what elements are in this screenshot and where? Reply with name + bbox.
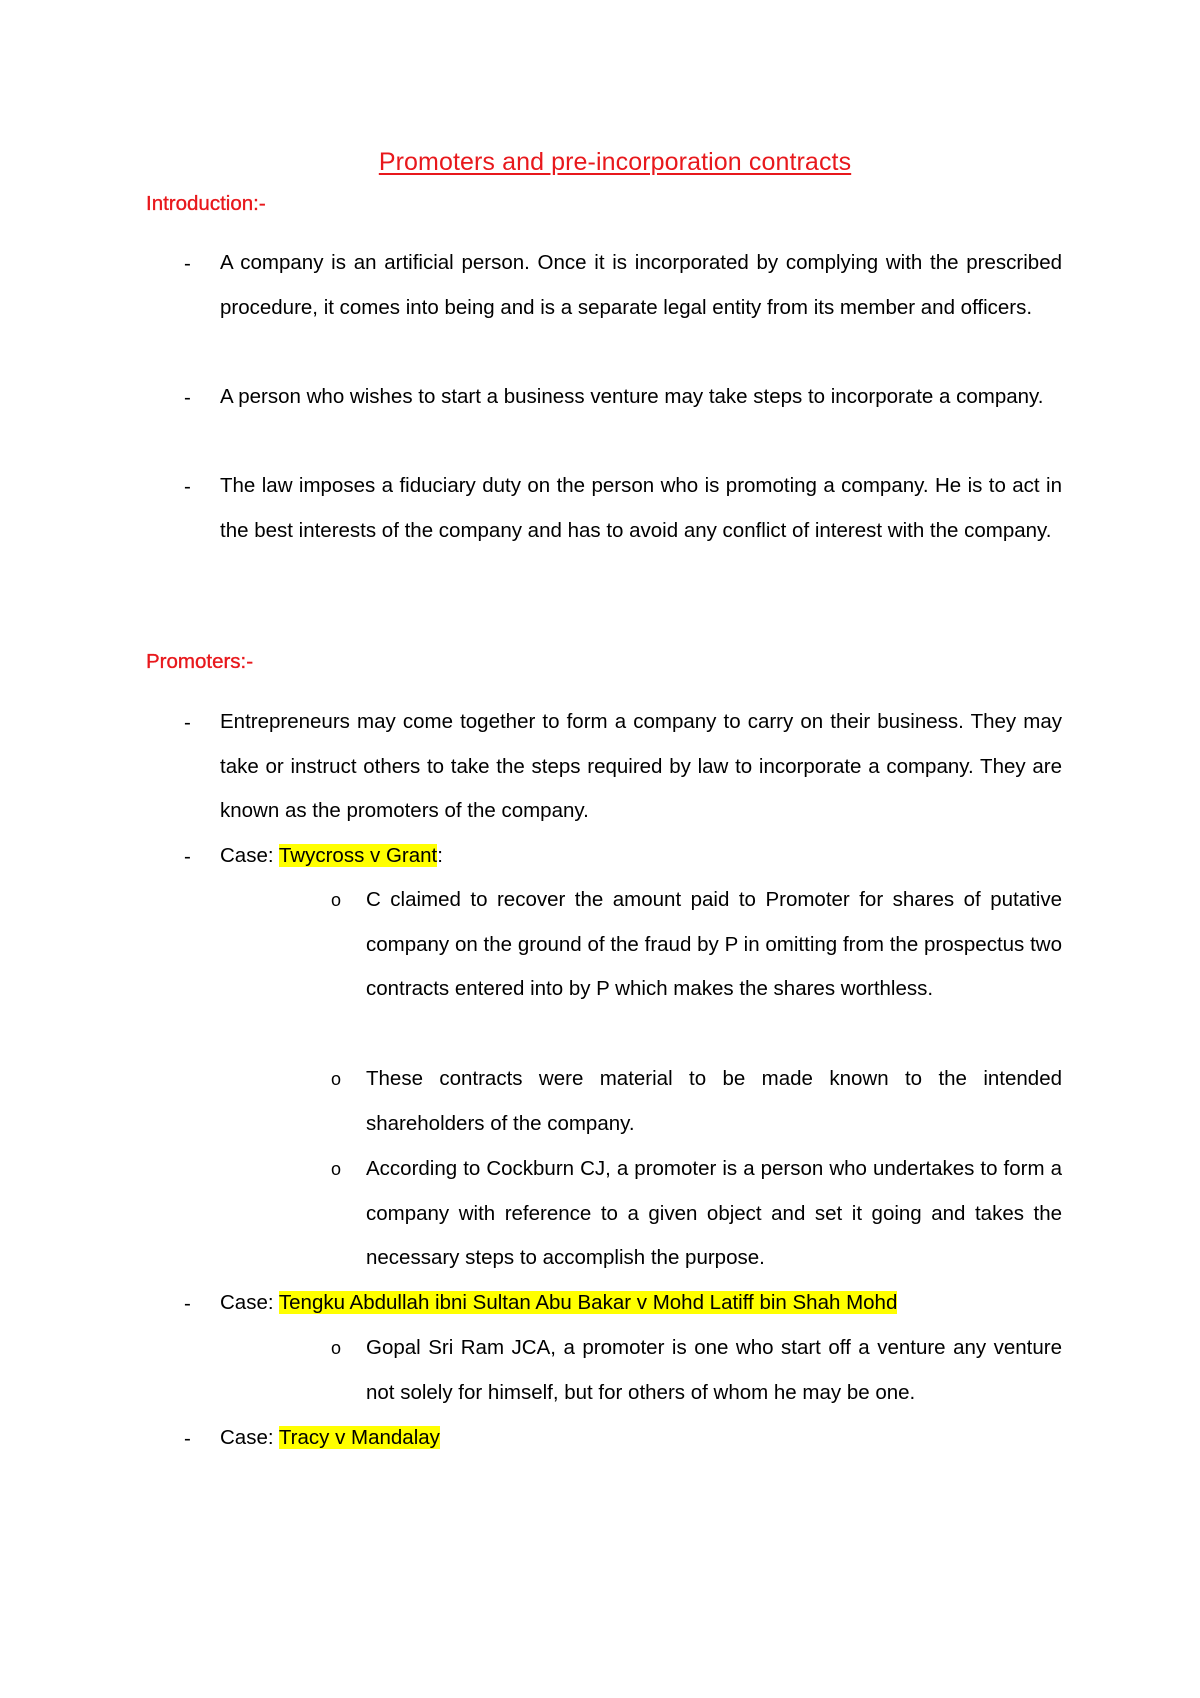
- list-item-text: A person who wishes to start a business venture may take steps to incorporate a company.: [220, 385, 1044, 408]
- case-name-highlight: Tracy v Mandalay: [278, 1426, 440, 1449]
- sub-list-item-text: C claimed to recover the amount paid to Promoter for shares of putative company on the ground of the fraud by P in omitting from the prospectus two contracts entered into by P which makes the shares worthless.: [366, 888, 1062, 1000]
- case-text: [220, 1416, 1062, 1461]
- circle-bullet-icon: o: [331, 1338, 342, 1358]
- list-item-text: Entrepreneurs may come together to form a company to carry on their business. They may take or instruct others to take the steps required by law to incorporate a company. They are known as the promoters of the company.: [220, 710, 1062, 822]
- case-suffix: :: [437, 844, 443, 867]
- circle-bullet-icon: o: [331, 890, 342, 910]
- circle-bullet-icon: o: [331, 1069, 342, 1089]
- case-name-highlight: Tengku Abdullah ibni Sultan Abu Bakar v Mohd Latiff bin Shah Mohd: [278, 1291, 898, 1314]
- dash-bullet-icon: -: [184, 1427, 191, 1450]
- case-text: [220, 834, 1062, 879]
- list-item-text: A company is an artificial person. Once it is incorporated by complying with the prescribed procedure, it comes into being and is a separate legal entity from its member and officers.: [220, 251, 1062, 319]
- case-prefix: Case:: [220, 1291, 279, 1314]
- sub-list-item-text: These contracts were material to be made known to the intended shareholders of the company.: [366, 1067, 1062, 1135]
- sub-list-item-text: Gopal Sri Ram JCA, a promoter is one who start off a venture any venture not solely for himself, but for others of whom he may be one.: [366, 1336, 1062, 1404]
- dash-bullet-icon: -: [184, 252, 191, 275]
- document-title: Promoters and pre-incorporation contracts: [378, 148, 852, 176]
- case-name-highlight: Twycross v Grant: [278, 844, 438, 867]
- case-text: [220, 1281, 1062, 1326]
- list-item-text: The law imposes a fiduciary duty on the person who is promoting a company. He is to act in the best interests of the company and has to avoid any conflict of interest with the company.: [220, 474, 1062, 542]
- dash-bullet-icon: -: [184, 845, 191, 868]
- sub-list-item-text: According to Cockburn CJ, a promoter is a person who undertakes to form a company with reference to a given object and set it going and takes the necessary steps to accomplish the purpose.: [366, 1157, 1062, 1269]
- dash-bullet-icon: -: [184, 711, 191, 734]
- promoters-heading: Promoters:-: [146, 650, 254, 673]
- dash-bullet-icon: -: [184, 1292, 191, 1315]
- circle-bullet-icon: o: [331, 1159, 342, 1179]
- dash-bullet-icon: -: [184, 475, 191, 498]
- dash-bullet-icon: -: [184, 386, 191, 409]
- case-prefix: Case:: [220, 1426, 279, 1449]
- introduction-heading: Introduction:-: [146, 192, 266, 215]
- case-prefix: Case:: [220, 844, 279, 867]
